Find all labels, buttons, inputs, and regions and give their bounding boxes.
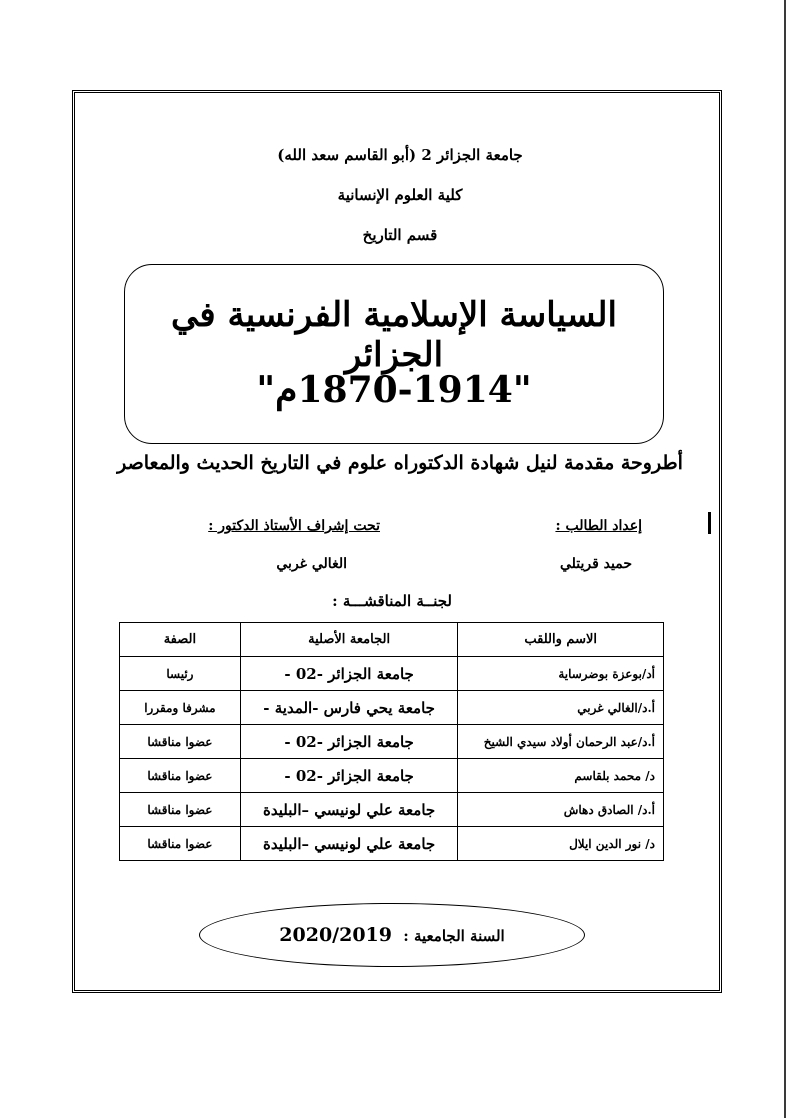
- thesis-statement: أطروحة مقدمة لنيل شهادة الدكتوراه علوم في التاريخ الحديث والمعاصر: [117, 452, 683, 474]
- member-name: أ.د/ الصادق دهاش: [458, 793, 664, 827]
- table-row: [120, 827, 664, 861]
- university-name: جامعة الجزائر 2 (أبو القاسم سعد الله): [277, 146, 523, 164]
- table-row: [120, 759, 664, 793]
- table-row: [120, 657, 664, 691]
- faculty-name: كلية العلوم الإنسانية: [337, 186, 463, 204]
- member-name: د/ محمد بلقاسم: [458, 759, 664, 793]
- table-row: [120, 793, 664, 827]
- supervised-by-label: تحت إشراف الأستاذ الدكتور :: [208, 518, 380, 534]
- page-edge-line: [784, 0, 786, 1118]
- title-box: [124, 264, 664, 444]
- member-role: مشرفا ومقررا: [120, 691, 241, 725]
- member-role: عضوا مناقشا: [120, 725, 241, 759]
- member-role: رئيسا: [120, 657, 241, 691]
- header-university: الجامعة الأصلية: [240, 623, 458, 657]
- academic-year-label: السنة الجامعية :: [403, 927, 505, 945]
- member-name: أ.د/عبد الرحمان أولاد سيدي الشيخ: [458, 725, 664, 759]
- member-university: جامعة الجزائر -02 -: [240, 759, 458, 793]
- member-university: جامعة الجزائر -02 -: [240, 657, 458, 691]
- member-name: أد/بوعزة بوضرساية: [458, 657, 664, 691]
- committee-label: لجنــة المناقشـــة :: [332, 592, 452, 610]
- header-role: الصفة: [120, 623, 241, 657]
- member-university: جامعة يحي فارس -المدية -: [240, 691, 458, 725]
- academic-year-value: 2020/2019: [279, 924, 392, 946]
- table-row: [120, 725, 664, 759]
- header-name: الاسم واللقب: [458, 623, 664, 657]
- table-row: [120, 691, 664, 725]
- jury-table-header: [120, 623, 664, 657]
- prepared-by-label: إعداد الطالب :: [555, 518, 642, 534]
- department-name: قسم التاريخ: [362, 226, 438, 244]
- member-university: جامعة علي لونيسي –البليدة: [240, 793, 458, 827]
- margin-marker: [708, 512, 711, 534]
- academic-year-box: [199, 903, 585, 967]
- member-university: جامعة علي لونيسي –البليدة: [240, 827, 458, 861]
- thesis-period: "1870-1914م": [256, 369, 532, 411]
- jury-table: [119, 622, 664, 861]
- member-role: عضوا مناقشا: [120, 759, 241, 793]
- academic-year-line: [200, 924, 584, 946]
- member-role: عضوا مناقشا: [120, 827, 241, 861]
- thesis-title: السياسة الإسلامية الفرنسية في الجزائر: [171, 295, 617, 375]
- member-name: أ.د/الغالي غربي: [458, 691, 664, 725]
- supervisor-name: الغالي غربي: [276, 556, 347, 572]
- member-name: د/ نور الدين ايلال: [458, 827, 664, 861]
- member-university: جامعة الجزائر -02 -: [240, 725, 458, 759]
- student-name: حميد قريتلي: [559, 556, 632, 572]
- member-role: عضوا مناقشا: [120, 793, 241, 827]
